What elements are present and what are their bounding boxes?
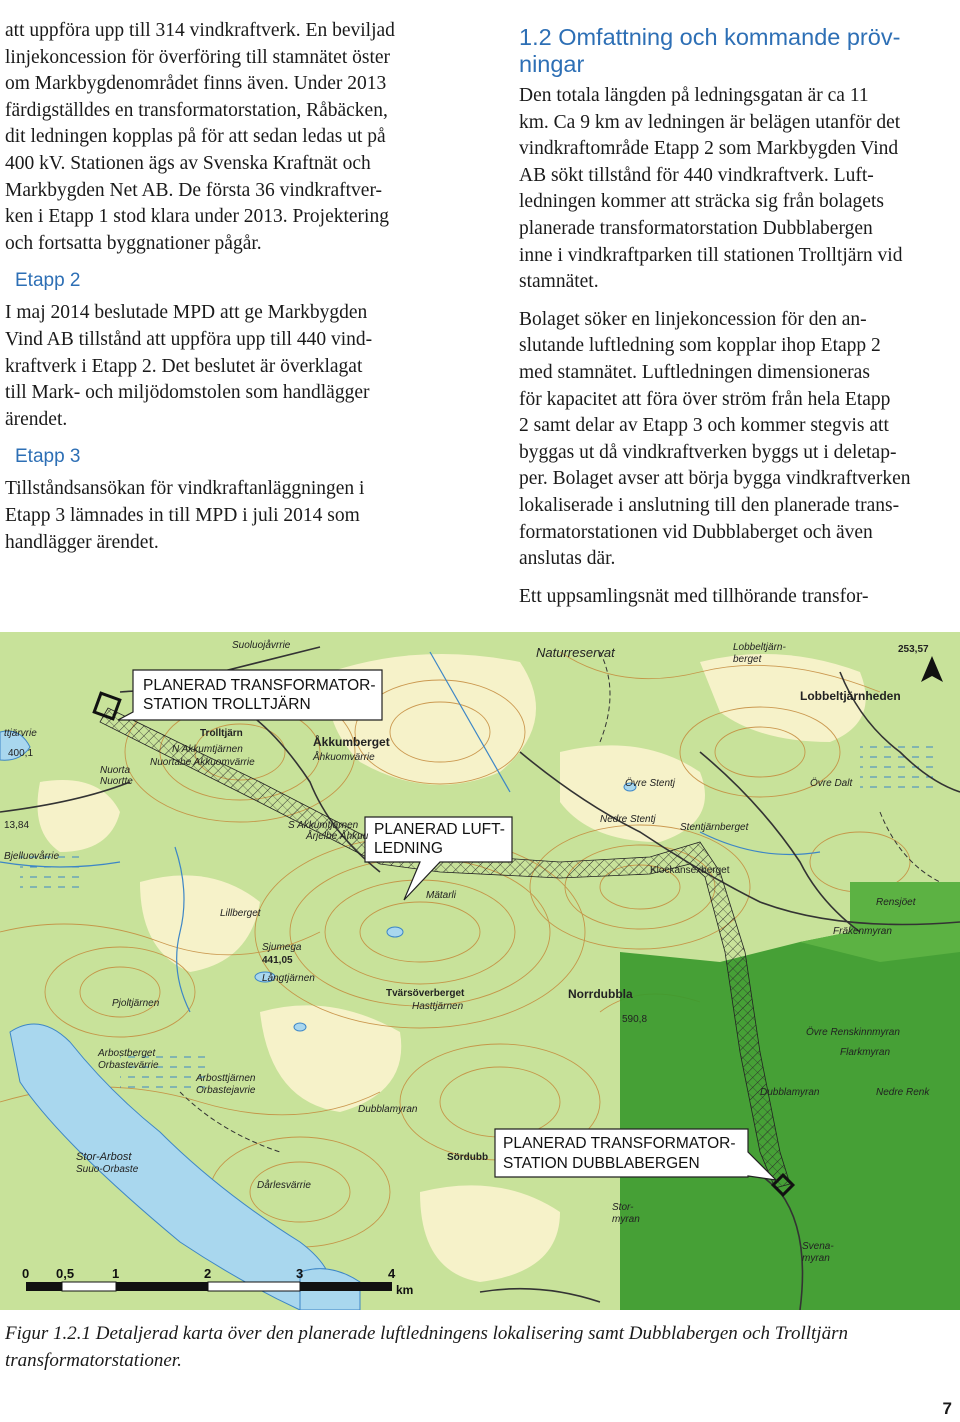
place-name: Arbosttjärnen [196,1073,256,1084]
place-name: Lillberget [220,908,261,919]
lake-langtjarn [294,1023,306,1031]
section-heading: 1.2 Omfattning och kommande pröv- ningar [519,24,901,77]
place-name: Orbastevärrie [98,1060,159,1071]
etapp3-heading: Etapp 3 [15,446,81,468]
place-name: 253,57 [898,644,929,655]
place-name: Stentjärnberget [680,822,749,833]
place-name: Nuorta [100,765,131,776]
callout-dubblabergen-line1: PLANERAD TRANSFORMATOR- [503,1135,736,1152]
place-name: Norrdubbla [568,987,633,1001]
place-name: Svena- [802,1241,834,1252]
scale-label: 4 [388,1266,396,1281]
place-name: Mätarli [426,890,457,901]
place-name: Övre Renskinnmyran [806,1027,900,1038]
place-name: myran [612,1214,640,1225]
place-name: Stor-Arbost [76,1151,132,1163]
place-name: Sjumega [262,942,302,953]
right-column [519,18,955,610]
place-name: Bjelluovårrie [4,851,60,862]
callout-trolltjarn [118,670,382,720]
intro-paragraph: att uppföra upp till 314 vindkraftverk. En beviljad linjekoncession för överföring till stamnätet öster om Markbygdenområdet finns även. Under 2013 färdigställdes en transformatorstation, Råbäcken, dit ledningen kopplas på för att sedan ledas ut på 400 kV. Stationen ägs av Svenska Kraftnät och Markbygden Net AB. De första 36 vindkraftver- ken i Etapp 1 stod klara under 2013. Projektering och fortsatta byggnationer pågår. [5,20,395,254]
etapp3-paragraph: Tillståndsansökan för vindkraftanläggningen i Etapp 3 lämnades in till MPD i juli 2014 som handlägger ärendet. [5,478,365,553]
scale-label: 2 [204,1266,212,1281]
place-name: Nedre Stentj [600,814,656,825]
figure-caption: Figur 1.2.1 Detaljerad karta över den planerade luftledningens lokalisering samt Dubblabergen och Trolltjärn transformatorstationer. [5,1323,848,1371]
place-name: N Akkumtjärnen [172,744,243,755]
place-name: ttjärvrie [4,728,37,739]
scale-label: 0 [22,1266,30,1281]
place-name: Övre Stentj [625,778,676,789]
place-name: Åkkumberget [313,735,390,749]
place-name: Fräkenmyran [833,926,892,937]
place-name: Övre Dalt [810,778,853,789]
scale-label: 3 [296,1266,304,1281]
place-name: 441,05 [262,955,293,966]
scale-label: 1 [112,1266,120,1281]
scope-paragraph: Den totala längden på ledningsgatan är ca 11 km. Ca 9 km av ledningen är belägen utanför det vindkraftområde Etapp 2 som Markbygden Vind AB sökt tillstånd för 440 vindkraftverk. Luft- ledningen kommer att sträcka sig från bolagets planerade transformatorstation Dubblabergen inne i vindkraftparken till stationen Trolltjärn vid stamnätet. [519,85,903,293]
place-name: Åhkuomvärrie [313,752,375,763]
detail-map [0,632,960,1310]
callout-luftledning-line1: PLANERAD LUFT- [374,821,505,838]
callout-trolltjarn-line2: STATION TROLLTJÄRN [143,696,311,713]
place-name: Rensjöet [876,897,916,908]
collection-grid-paragraph: Ett uppsamlingsnät med tillhörande transfor- [519,585,869,607]
place-name: Dubblamyran [358,1104,418,1115]
concession-paragraph: Bolaget söker en linjekoncession för den an- slutande luftledning som kopplar ihop Etapp 2 med stamnätet. Luftledningen dimensioneras för kapacitet att föra över ström från hela Etapp 2 samt delar av Etapp 3 och kommer stegvis att byggas ut då vindkraftverken byggs ut i deletap- per. Bolaget avser att börja bygga vindkraftverken lokaliserade i anslutning till den planerade trans- formatorstationen vid Dubblaberget och även anslutas där. [519,308,911,570]
page-number: 7 [942,1399,952,1418]
place-name: berget [733,654,762,665]
place-name: Nuortte [100,776,133,787]
place-name: Dårlesvärrie [257,1180,311,1191]
place-name: Trolltjärn [200,728,243,739]
place-name: Flarkmyran [840,1047,891,1058]
callout-dubblabergen [495,1129,776,1180]
place-name: Orbastejavrie [196,1085,256,1096]
place-name: Tvärsöverberget [386,988,465,999]
place-name: Lobbeltjärn- [733,642,786,653]
bog [860,742,940,792]
place-name: Sördubb [447,1152,489,1163]
place-name: Långtjärnen [262,973,315,984]
scale-label: 0,5 [56,1266,75,1281]
callout-luftledning-line2: LEDNING [374,840,443,857]
callout-trolltjarn-line1: PLANERAD TRANSFORMATOR- [143,677,376,694]
place-name: Dubblamyran [760,1087,820,1098]
place-name: Nuortabe Akkuomvärrie [150,757,255,768]
place-name: myran [802,1253,830,1264]
scale-unit: km [396,1283,414,1297]
etapp2-heading: Etapp 2 [15,270,81,292]
place-name: Klockansexberget [650,865,730,876]
place-name: Suuo-Orbaste [76,1164,139,1175]
place-name: S Akkumtjärnen [288,820,359,831]
place-name: Pjoltjärnen [112,998,160,1009]
callout-dubblabergen-line2: STATION DUBBLABERGEN [503,1155,700,1172]
place-name: Årjelbe Åhkuu [306,831,369,842]
place-name: Nedre Renk [876,1087,930,1098]
lake-tvarsover [387,927,403,937]
place-name: Hasttjärnen [412,1001,464,1012]
place-name: 400,1 [8,748,34,759]
left-column [5,18,445,556]
place-name: Stor- [612,1202,634,1213]
etapp2-paragraph: I maj 2014 beslutade MPD att ge Markbygden Vind AB tillstånd att uppföra upp till 440 vind- kraftverk i Etapp 2. Det beslutet är överklagat till Mark- och miljödomstolen som handlägger ärendet. [5,302,373,430]
place-name: 590,8 [622,1014,648,1025]
place-name: Arbostberget [98,1048,156,1059]
place-name: 13,84 [4,820,30,831]
place-name: Naturreservat [536,645,615,660]
place-name: Lobbeltjärnheden [800,689,901,703]
place-name: Suoluojåvrrie [232,640,291,651]
